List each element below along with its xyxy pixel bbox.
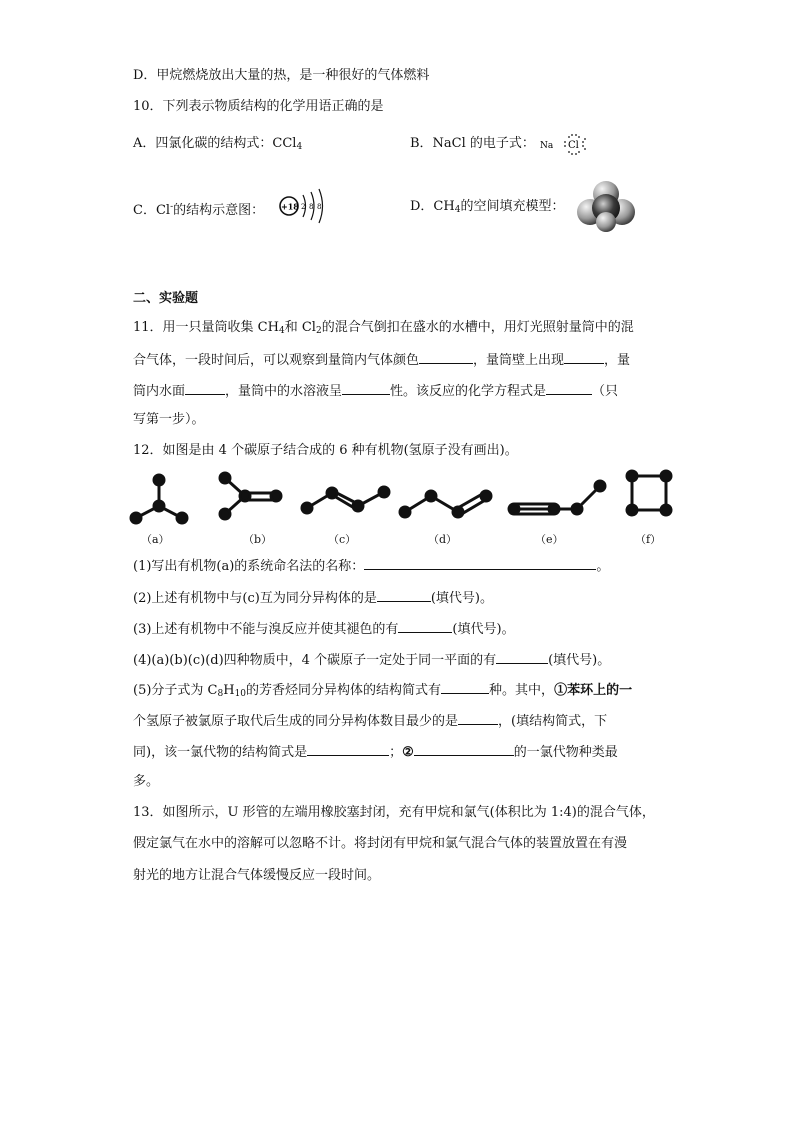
- q11-l3-c: 性。该反应的化学方程式是: [390, 384, 547, 399]
- answer-blank[interactable]: [377, 587, 431, 602]
- chloride-ion-diagram: [276, 186, 332, 226]
- na-symbol: Na: [540, 141, 554, 151]
- cl-symbol: Cl: [568, 140, 579, 151]
- q12-s2-text: (2)上述有机物中与(c)互为同分异构体的是: [133, 591, 377, 606]
- q10-option-c-post: 的结构示意图：: [173, 203, 265, 218]
- answer-blank[interactable]: [546, 380, 592, 395]
- q12-stem: 12．如图是由 4 个碳原子结合成的 6 种有机物(氢原子没有画出)。: [133, 443, 518, 458]
- figure-label-e: （e）: [535, 533, 564, 546]
- molecule-b: [220, 473, 281, 519]
- q11-l1-b: 和 Cl: [284, 320, 316, 335]
- q11-l1-c: 的混合气倒扣在盛水的水槽中，用灯光照射量筒中的混: [321, 320, 634, 335]
- q10-option-c: [133, 197, 264, 221]
- q12-sub5-line4: 多。: [133, 774, 160, 789]
- q12-s5-l3b: ；: [389, 745, 403, 760]
- methane-space-filling-model: [574, 178, 638, 234]
- answer-blank[interactable]: [307, 741, 389, 756]
- q12-sub1: [133, 555, 609, 577]
- q12-s1-end: 。: [596, 559, 610, 574]
- molecule-e: [509, 481, 605, 514]
- answer-blank[interactable]: [496, 649, 548, 664]
- q12-s2-end: (填代号)。: [430, 591, 493, 606]
- q11-line4: 写第一步）。: [133, 412, 205, 427]
- answer-blank[interactable]: [414, 741, 514, 756]
- q10-stem: 10．下列表示物质结构的化学用语正确的是: [133, 99, 384, 114]
- q11-l3-b: ，量筒中的水溶液呈: [225, 384, 343, 399]
- q10-option-a: [133, 134, 302, 157]
- molecule-c: [302, 487, 389, 513]
- q11-l1-sub2: 2: [315, 326, 322, 336]
- q10-option-d-pre: D．CH: [410, 199, 455, 214]
- answer-blank[interactable]: [419, 349, 473, 364]
- q12-s5-d: 种。其中，: [489, 683, 555, 698]
- q10-option-b: [410, 134, 535, 154]
- q11-l1-sub1: 4: [278, 326, 285, 336]
- molecule-a: [131, 475, 187, 523]
- q12-s5-sub1: 8: [217, 689, 224, 699]
- q12-s3-end: (填代号)。: [452, 622, 515, 637]
- q11-l2-b: ，量筒壁上出现: [473, 353, 565, 368]
- q12-s3-text: (3)上述有机物中不能与溴反应并使其褪色的有: [133, 622, 399, 637]
- q11-l3-d: （只: [592, 384, 619, 399]
- q12-sub5-line2: [133, 710, 607, 732]
- q12-s5-l3a: 同)，该一氯代物的结构简式是: [133, 745, 308, 760]
- q12-s5-l2a: 个氢原子被氯原子取代后生成的同分异构体数目最少的是: [133, 714, 459, 729]
- q12-s5-c: 的芳香烃同分异构体的结构简式有: [246, 683, 442, 698]
- q13-line1: 13．如图所示，U 形管的左端用橡胶塞封闭，充有甲烷和氯气(体积比为 1:4)的混合气体，: [133, 805, 655, 820]
- q12-s1-text: (1)写出有机物(a)的系统命名法的名称：: [133, 559, 365, 574]
- q12-s5-b: H: [223, 683, 235, 698]
- figure-label-d: （d）: [428, 533, 458, 546]
- q11-l1-a: 11．用一只量筒收集 CH: [133, 320, 279, 335]
- q11-l2-a: 合气体，一段时间后，可以观察到量筒内气体颜色: [133, 353, 420, 368]
- q12-s5-sub2: 10: [234, 689, 247, 699]
- q10-option-d: [410, 197, 564, 220]
- q12-sub4: [133, 649, 610, 671]
- answer-blank[interactable]: [564, 349, 604, 364]
- q10-option-a-text: A．四氯化碳的结构式：CCl: [133, 136, 297, 151]
- q13-line2: 假定氯气在水中的溶解可以忽略不计。将封闭有甲烷和氯气混合气体的装置放置在有漫: [133, 836, 628, 851]
- answer-blank[interactable]: [342, 380, 390, 395]
- q10-option-d-post: 的空间填充模型：: [460, 199, 565, 214]
- q12-sub5-line1: [133, 679, 632, 704]
- answer-blank[interactable]: [364, 555, 596, 570]
- q12-s5-l2b: ，(填结构简式，下: [498, 714, 608, 729]
- q12-sub2: [133, 587, 493, 609]
- shell3-count: 8: [317, 203, 322, 211]
- q12-s4-text: (4)(a)(b)(c)(d)四种物质中，4 个碳原子一定处于同一平面的有: [133, 653, 497, 668]
- q12-s5-a: (5)分子式为 C: [133, 683, 218, 698]
- q12-s5-l3d: 的一氯代物种类最: [513, 745, 618, 760]
- molecule-d: [400, 491, 491, 517]
- shell1-count: 2: [301, 203, 306, 211]
- q10-option-a-sub: 4: [296, 142, 303, 152]
- q11-l2-c: ，量: [604, 353, 631, 368]
- nucleus-charge: +18: [281, 201, 299, 212]
- section-title: 二、实验题: [133, 291, 199, 306]
- q12-sub5-line3: [133, 741, 618, 763]
- answer-blank[interactable]: [185, 380, 225, 395]
- figure-label-f: （f）: [635, 533, 662, 546]
- figure-label-b: （b）: [243, 533, 273, 546]
- answer-blank[interactable]: [398, 618, 452, 633]
- q10-option-b-text: B．NaCl 的电子式：: [410, 136, 535, 151]
- q13-line3: 射光的地方让混合气体缓慢反应一段时间。: [133, 868, 381, 883]
- q10-option-d-sub: 4: [454, 205, 461, 215]
- q11-line1: [133, 318, 634, 341]
- q12-s4-end: (填代号)。: [548, 653, 611, 668]
- q10-option-c-sup: -: [170, 202, 174, 212]
- q10-option-c-pre: C．Cl: [133, 203, 171, 218]
- figure-label-c: （c）: [328, 533, 357, 546]
- q11-line2: [133, 349, 630, 371]
- answer-blank[interactable]: [441, 679, 489, 694]
- shell2-count: 8: [309, 203, 314, 211]
- answer-blank[interactable]: [458, 710, 498, 725]
- q11-line3: [133, 380, 618, 402]
- figure-label-a: （a）: [141, 533, 170, 546]
- molecule-f: [627, 471, 671, 515]
- q11-l3-a: 筒内水面: [133, 384, 186, 399]
- q12-sub3: [133, 618, 515, 640]
- q12-s5-l3c: ②: [402, 745, 414, 760]
- nacl-electron-formula: [538, 130, 590, 158]
- q12-s5-e: ①苯环上的一: [554, 683, 633, 698]
- q9-option-d: D．甲烷燃烧放出大量的热，是一种很好的气体燃料: [133, 68, 430, 83]
- molecule-figures: [126, 466, 686, 528]
